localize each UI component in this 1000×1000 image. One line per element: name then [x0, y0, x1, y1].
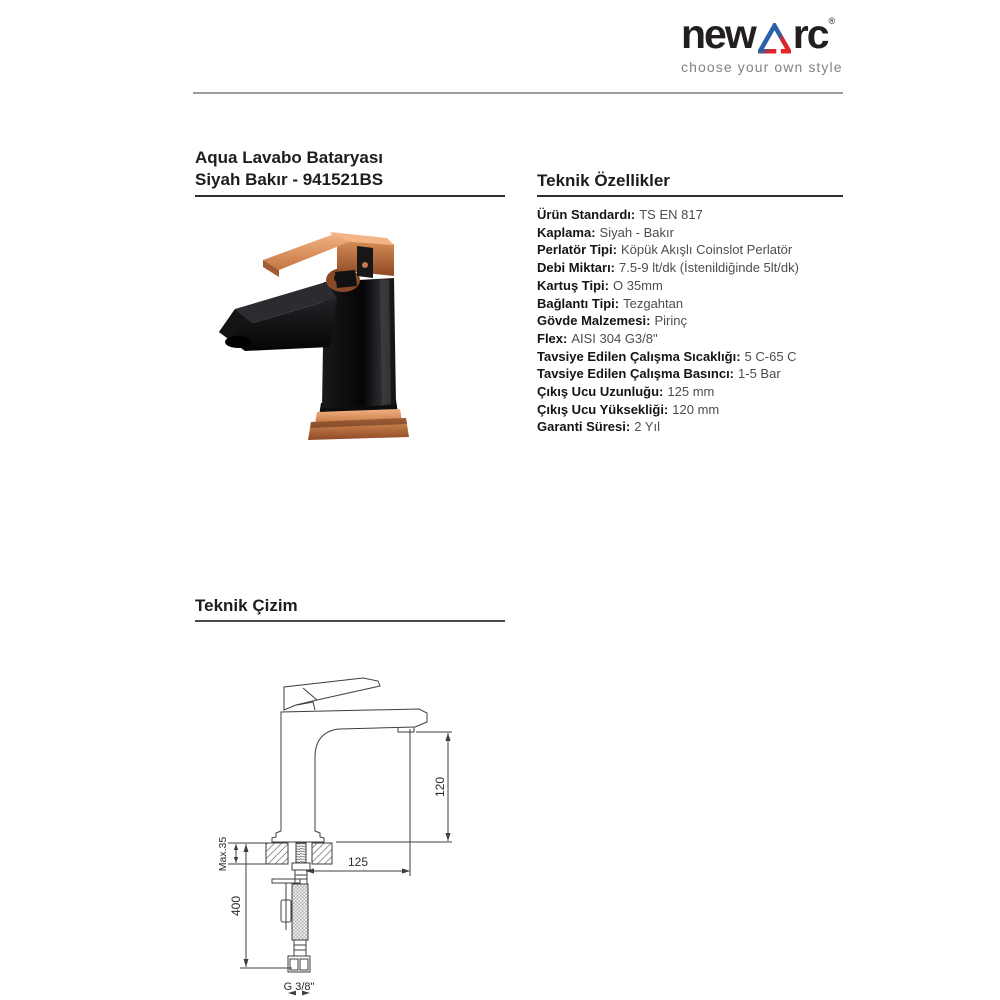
- spec-label: Garanti Süresi:: [537, 419, 631, 435]
- product-title-line2: Siyah Bakır - 941521BS: [195, 170, 384, 189]
- spec-value: Köpük Akışlı Coinslot Perlatör: [620, 242, 793, 258]
- dim-thread-size: G 3/8": [283, 981, 315, 993]
- logo-tagline: choose your own style: [681, 59, 843, 75]
- dim-spout-reach: 125: [347, 855, 369, 869]
- spec-row: [537, 312, 857, 330]
- dim-max-counter-thickness: Max.35: [217, 836, 229, 872]
- registered-mark: ®: [828, 16, 836, 26]
- spec-row: [537, 295, 857, 313]
- dim-spout-height: 120: [433, 776, 447, 798]
- product-photo: [197, 220, 427, 445]
- specs-underline: [537, 195, 843, 197]
- spec-value: 2 Yıl: [634, 419, 660, 435]
- spec-label: Gövde Malzemesi:: [537, 313, 651, 329]
- spec-label: Perlatör Tipi:: [537, 242, 617, 258]
- spec-label: Çıkış Ucu Uzunluğu:: [537, 384, 664, 400]
- spec-label: Kaplama:: [537, 224, 596, 240]
- logo-text-pre: new: [681, 11, 755, 57]
- newarc-logo: [681, 11, 847, 75]
- spec-row: [537, 206, 857, 224]
- product-title: [195, 147, 383, 191]
- spec-row: [537, 401, 857, 419]
- spec-label: Çıkış Ucu Yüksekliği:: [537, 401, 669, 417]
- spec-value: 7.5-9 lt/dk (İstenildiğinde 5lt/dk): [619, 260, 799, 276]
- spec-value: 120 mm: [672, 401, 720, 417]
- spec-value: AISI 304 G3/8": [571, 330, 658, 346]
- spec-label: Debi Miktarı:: [537, 260, 616, 276]
- spec-value: Tezgahtan: [623, 295, 684, 311]
- spec-row: [537, 418, 857, 436]
- spec-row: [537, 224, 857, 242]
- spec-label: Bağlantı Tipi:: [537, 295, 620, 311]
- logo-text-post: rc: [792, 11, 828, 57]
- drawing-underline: [195, 620, 505, 622]
- spec-row: [537, 330, 857, 348]
- spec-value: 5 C-65 C: [744, 348, 797, 364]
- product-title-line1: Aqua Lavabo Bataryası: [195, 148, 384, 167]
- spec-row: [537, 259, 857, 277]
- spec-value: 1-5 Bar: [738, 366, 781, 382]
- top-divider: [193, 92, 843, 94]
- spec-label: Tavsiye Edilen Çalışma Basıncı:: [537, 366, 735, 382]
- spec-row: [537, 383, 857, 401]
- spec-row: [537, 241, 857, 259]
- spec-row: [537, 277, 857, 295]
- spec-label: Flex:: [537, 330, 568, 346]
- drawing-section-title: Teknik Çizim: [195, 596, 298, 615]
- specs-section-title: Teknik Özellikler: [537, 171, 670, 190]
- spec-label: Ürün Standardı:: [537, 207, 636, 222]
- title-underline: [195, 195, 505, 197]
- spec-value: Siyah - Bakır: [599, 224, 674, 240]
- spec-row: [537, 348, 857, 366]
- dim-hose-length: 400: [229, 895, 243, 917]
- spec-value: TS EN 817: [639, 207, 703, 222]
- spec-label: Kartuş Tipi:: [537, 277, 609, 293]
- spec-row: [537, 365, 857, 383]
- logo-triangle-icon: [758, 23, 791, 54]
- spec-value: 125 mm: [667, 384, 715, 400]
- spec-label: Tavsiye Edilen Çalışma Sıcaklığı:: [537, 348, 741, 364]
- technical-drawing: [215, 655, 465, 1000]
- spec-value: O 35mm: [613, 277, 663, 293]
- spec-value: Pirinç: [654, 313, 687, 329]
- spec-list: [537, 206, 857, 436]
